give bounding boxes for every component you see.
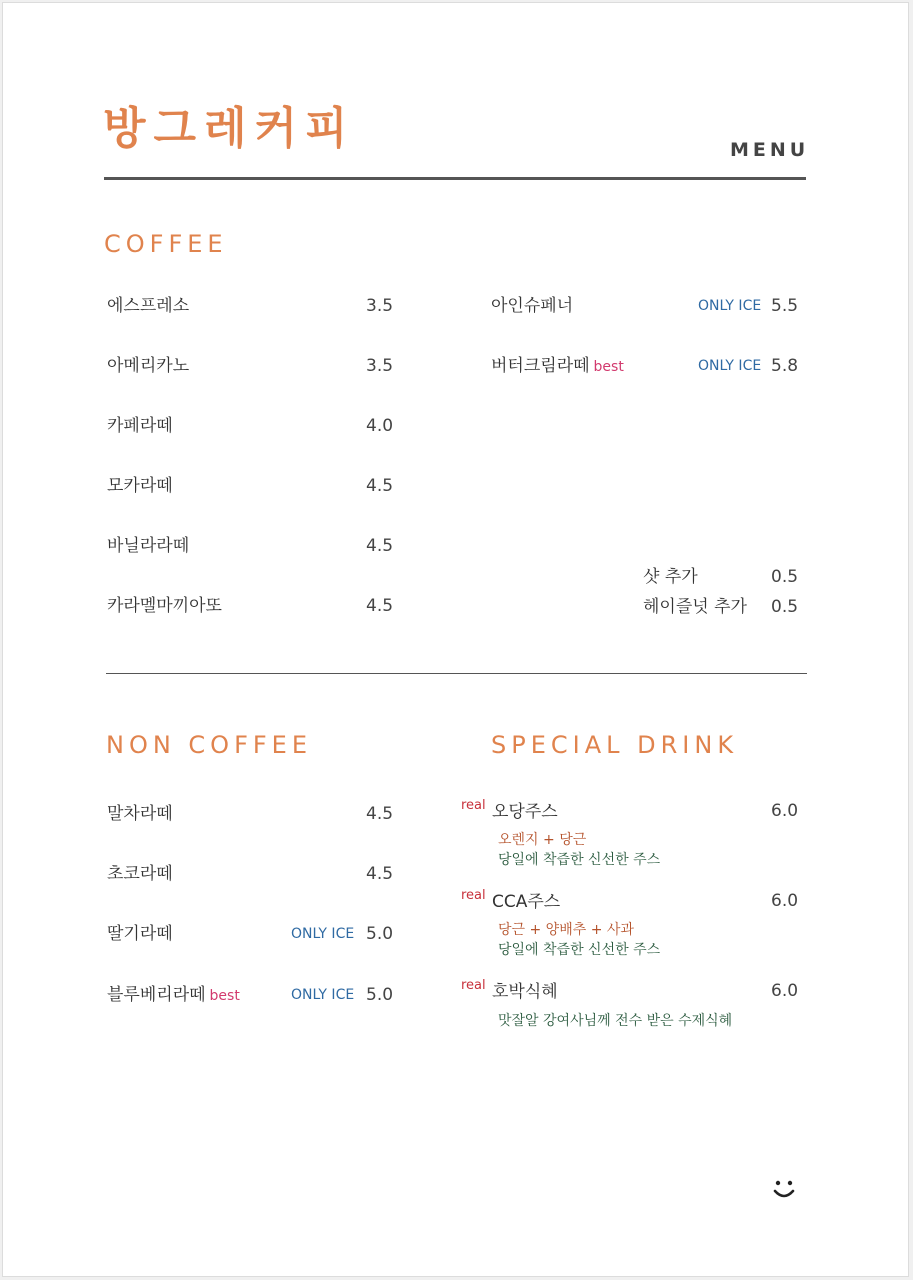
extra-item-price: 0.5 (771, 597, 799, 617)
coffee-item-name: 아인슈페너 (491, 296, 574, 316)
non-coffee-item-price: 5.0 (366, 985, 394, 1005)
special-item-description: 당일에 착즙한 신선한 주스 (498, 942, 661, 958)
coffee-item-price: 4.0 (366, 416, 394, 436)
non-coffee-item-name: 블루베리라떼 (107, 985, 206, 1005)
non-coffee-item-price: 4.5 (366, 864, 394, 884)
menu-label: MENU (730, 139, 810, 161)
coffee-item-price: 4.5 (366, 596, 394, 616)
real-badge: real (461, 798, 486, 813)
non-coffee-item-name: 말차라떼 (107, 804, 173, 824)
coffee-section-title: COFFEE (104, 230, 228, 258)
coffee-item-name: 아메리카노 (107, 356, 190, 376)
coffee-item-price: 5.5 (771, 296, 799, 316)
real-badge: real (461, 888, 486, 903)
coffee-item-name: 모카라떼 (107, 476, 173, 496)
coffee-item-price: 4.5 (366, 476, 394, 496)
non-coffee-item-name-row (107, 984, 240, 1007)
special-item-name: CCA주스 (492, 892, 561, 912)
only-ice-tag: ONLY ICE (291, 987, 355, 1003)
coffee-item-price: 3.5 (366, 356, 394, 376)
best-tag: best (593, 359, 624, 375)
coffee-item-name: 바닐라라떼 (107, 536, 190, 556)
special-item-name: 호박식혜 (492, 982, 558, 1002)
non-coffee-item-name: 초코라떼 (107, 864, 173, 884)
non-coffee-item-name: 딸기라떼 (107, 924, 173, 944)
special-item-ingredients: 당근 + 양배추 + 사과 (498, 922, 634, 938)
non-coffee-item-price: 4.5 (366, 804, 394, 824)
only-ice-tag: ONLY ICE (698, 298, 762, 314)
extra-item-name: 헤이즐넛 추가 (643, 597, 747, 617)
coffee-item-name: 카페라떼 (107, 416, 173, 436)
extra-item-name: 샷 추가 (643, 567, 698, 587)
special-item-price: 6.0 (771, 891, 799, 911)
coffee-item-price: 4.5 (366, 536, 394, 556)
non-coffee-item-price: 5.0 (366, 924, 394, 944)
coffee-item-price: 5.8 (771, 356, 799, 376)
special-item-description: 당일에 착즙한 신선한 주스 (498, 852, 661, 868)
brand-title: 방그레커피 (103, 103, 356, 154)
coffee-item-name: 카라멜마끼아또 (107, 596, 222, 616)
only-ice-tag: ONLY ICE (291, 926, 355, 942)
special-item-description: 맛잘알 강여사님께 전수 받은 수제식혜 (498, 1013, 733, 1029)
non-coffee-section-title: NON COFFEE (106, 731, 313, 759)
smile-icon (771, 1175, 797, 1203)
coffee-item-name: 버터크림라떼 (491, 356, 590, 376)
extra-item-price: 0.5 (771, 567, 799, 587)
section-divider (106, 673, 807, 674)
special-item-price: 6.0 (771, 801, 799, 821)
best-tag: best (209, 988, 240, 1004)
coffee-item-price: 3.5 (366, 296, 394, 316)
header-divider (104, 177, 806, 180)
coffee-item-name: 에스프레소 (107, 296, 190, 316)
only-ice-tag: ONLY ICE (698, 358, 762, 374)
coffee-item-name-row (491, 355, 624, 378)
special-item-price: 6.0 (771, 981, 799, 1001)
real-badge: real (461, 978, 486, 993)
special-item-name: 오당주스 (492, 802, 558, 822)
special-section-title: SPECIAL DRINK (491, 731, 739, 759)
special-item-ingredients: 오렌지 + 당근 (498, 832, 587, 848)
menu-page (2, 2, 909, 1277)
